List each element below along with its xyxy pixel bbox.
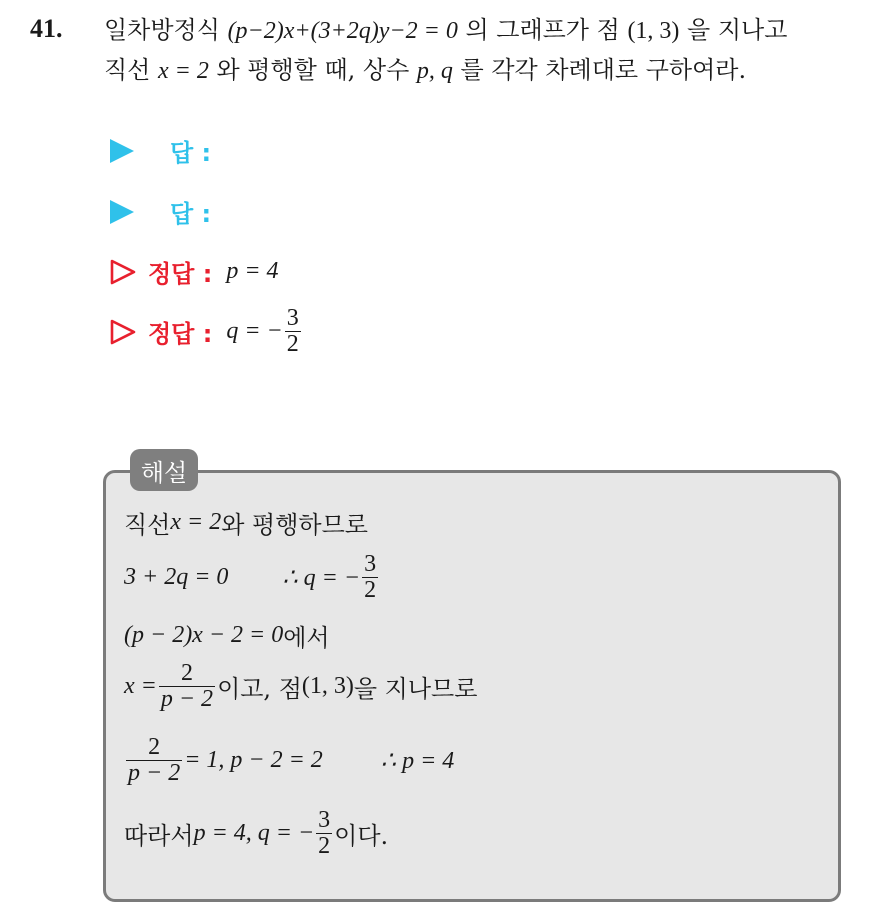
correct-label: 정답 : [148,260,213,288]
solution-line-6: 따라서 p = 4, q = − $\frac{3}{2}$ 이다. [124,807,389,860]
equation: (p−2)x+(3+2q)y−2 = 0 [227,18,458,44]
point: (1, 3) [627,18,680,44]
fraction: $\frac{2}{p - 2}$ [160,660,214,713]
p-value: p = 4 [226,258,279,284]
outline-triangle-icon [110,319,136,345]
q-value: q = − [226,318,283,345]
correct-answer-p [110,254,279,289]
solution-line-3: (p − 2)x − 2 = 0 에서 [124,622,330,652]
outline-triangle-icon [110,259,136,285]
solution-tab: 해설 [130,449,198,491]
fraction: $\frac{2}{p - 2}$ [128,734,181,787]
solution-line-2: 3 + 2q = 0 ∴ q = − $\frac{3}{2}$ [124,551,377,604]
line-equation: x = 2 [158,58,209,84]
answer-label: 답 : [170,139,212,167]
play-icon [110,139,134,163]
constants: p, q [416,58,453,84]
solution-line-4: x = $\frac{2}{p - 2}$ 이고, 점 (1, 3) 을 지나므로 [124,660,478,713]
question-line-1: 일차방정식 (p−2)x+(3+2q)y−2 = 0 의 그래프가 점 (1, 3) 을 지나고 [104,16,788,44]
fraction: $\frac{3}{2}$ [286,305,299,358]
fraction: $\frac{3}{2}$ [364,551,377,604]
question-line-2: 직선 x = 2 와 평행할 때, 상수 p, q 를 각각 차례대로 구하여라. [104,56,747,84]
answer-label: 답 : [170,200,212,228]
solution-line-1: 직선 x = 2 와 평행하므로 [124,509,368,539]
solution-line-5: $\frac{2}{p - 2}$ = 1, p − 2 = 2 ∴ p = 4 [128,734,455,787]
question-number: 41. [30,14,63,43]
answer-row-1 [110,133,211,168]
answer-row-2 [110,194,211,229]
fraction: $\frac{3}{2}$ [318,807,331,860]
play-icon [110,200,134,224]
correct-label: 정답 : [148,320,213,349]
correct-answer-q [110,306,303,357]
